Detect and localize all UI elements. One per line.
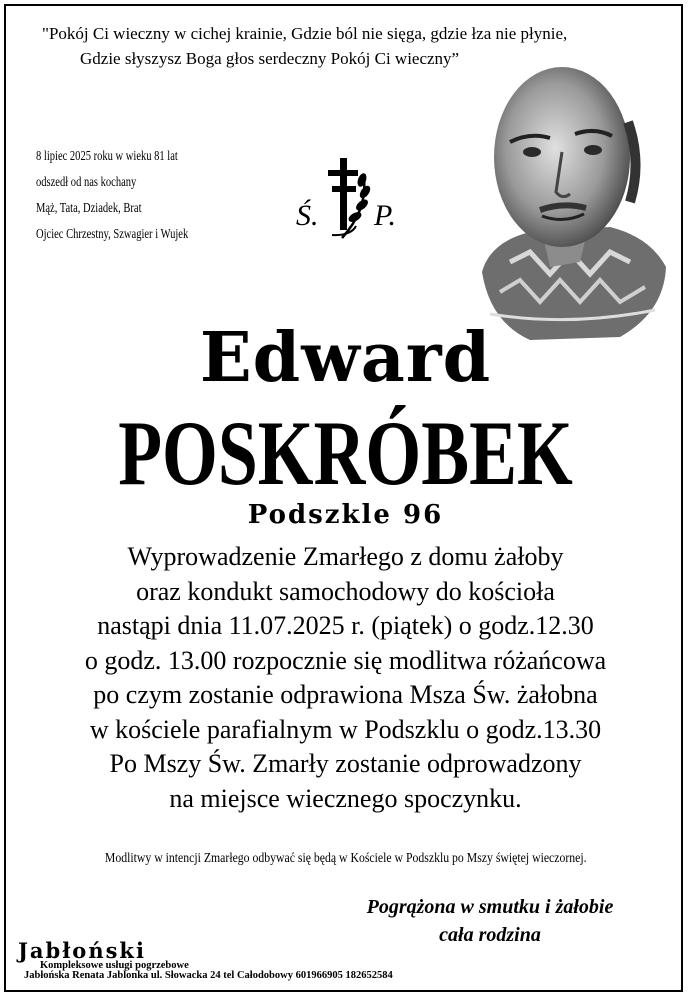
prayer-note xyxy=(0,851,691,867)
announcement-line: oraz kondukt samochodowy do kościoła xyxy=(136,576,555,606)
portrait-photo xyxy=(470,52,670,342)
sp-emblem xyxy=(292,150,404,245)
quote-line-2: Gdzie słyszysz Boga głos serdeczny Pokój Ci wieczny” xyxy=(80,49,460,68)
announcement-line: w kościele parafialnym w Podszklu o godz.13.30 xyxy=(89,714,602,744)
funeral-home-address: Jabłońska Renata Jablonka ul. Słowacka 24 tel Całodobowy 601966905 182652584 xyxy=(24,970,393,981)
last-name: POSKRÓBEK xyxy=(118,402,573,504)
death-info xyxy=(36,143,188,247)
info-line: 8 lipiec 2025 roku w wieku 81 lat xyxy=(36,148,178,163)
funeral-announcement xyxy=(0,540,691,816)
quote-line-1: "Pokój Ci wieczny w cichej krainie, Gdzie ból nie sięga, gdzie łza nie płynie, xyxy=(42,24,568,43)
funeral-home-footer xyxy=(18,938,618,981)
signature-line-2: cała rodzina xyxy=(439,924,541,946)
emblem-right-text: P. xyxy=(374,199,396,232)
info-line: Ojciec Chrzestny, Szwagier i Wujek xyxy=(36,226,189,241)
announcement-line: o godz. 13.00 rozpocznie się modlitwa różańcowa xyxy=(84,645,607,675)
announcement-line: Po Mszy Św. Zmarły zostanie odprowadzony xyxy=(109,749,582,778)
announcement-line: nastąpi dnia 11.07.2025 r. (piątek) o godz.12.30 xyxy=(97,611,594,640)
funeral-home-logo: Jabłoński xyxy=(18,938,146,963)
emblem-left-text: Ś. xyxy=(296,199,319,232)
address: Podszkle 96 xyxy=(247,500,444,530)
info-line: Mąż, Tata, Dziadek, Brat xyxy=(36,200,142,215)
cross-with-wheat-icon xyxy=(328,158,372,238)
info-line: odszedł od nas kochany xyxy=(36,174,137,189)
first-name: Edward xyxy=(199,318,492,398)
prayer-note-text: Modlitwy w intencji Zmarłego odbywać się będą w Kościele w Podszklu po Mszy świętej wieczornej. xyxy=(104,851,587,866)
signature-line-1: Pogrążona w smutku i żałobie xyxy=(366,896,614,918)
announcement-line: po czym zostanie odprawiona Msza Św. żałobna xyxy=(93,680,598,709)
funeral-home-tagline: Kompleksowe usługi pogrzebowe xyxy=(40,960,189,971)
announcement-line: Wyprowadzenie Zmarłego z domu żałoby xyxy=(127,542,564,571)
announcement-line: na miejsce wiecznego spoczynku. xyxy=(169,783,522,813)
